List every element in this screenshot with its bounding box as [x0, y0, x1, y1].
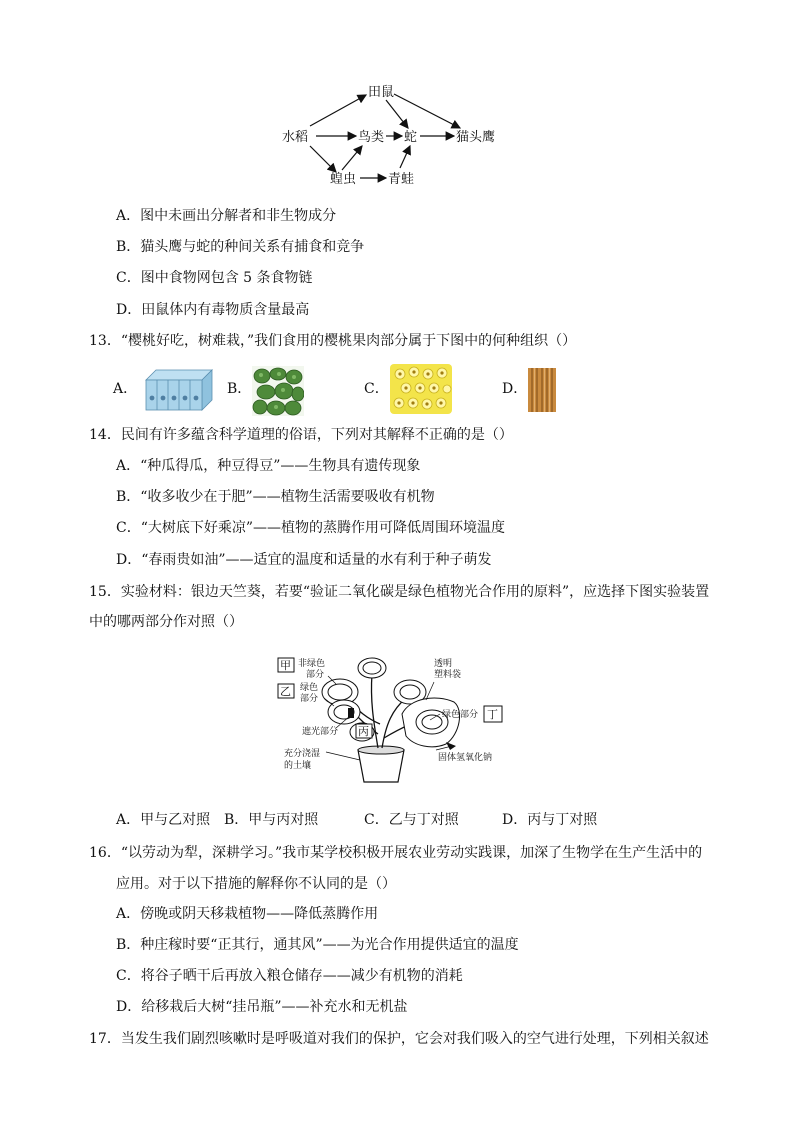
q14-stem: 14．民间有许多蕴含科学道理的俗语，下列对其解释不正确的是（） [89, 427, 513, 443]
arrow-qingwa-she [400, 146, 410, 168]
q14-option-b: B．“收多收少在于肥”——植物生活需要吸收有机物 [116, 489, 435, 505]
leaf-yi [328, 700, 360, 724]
q15-option-c: C．乙与丁对照 [364, 812, 459, 828]
tissue-image-b [252, 366, 304, 416]
label-suliaodai: 塑料袋 [434, 670, 462, 680]
label-ding: 丁 [487, 708, 498, 721]
q14-option-d: D．“春雨贵如油”——适宜的温度和适量的水有利于种子萌发 [116, 552, 492, 568]
node-tianshu: 田鼠 [368, 85, 395, 100]
q16-option-b: B．种庄稼时要“正其行，通其风”——为光合作用提供适宜的温度 [116, 937, 519, 953]
label-deturang: 的土壤 [284, 761, 312, 771]
label-bufen2: 部分 [300, 694, 319, 704]
q15-option-d: D．丙与丁对照 [502, 812, 598, 828]
node-shuidao: 水稻 [282, 130, 309, 145]
q16-stem-line2: 应用。对于以下措施的解释你不认同的是（） [116, 876, 396, 892]
label-chongfen: 充分浇湿 [284, 749, 321, 759]
label-feilvse: 非绿色 [298, 659, 326, 669]
geranium-experiment-figure [274, 654, 506, 784]
label-yi: 乙 [280, 685, 291, 698]
node-qingwa: 青蛙 [388, 172, 415, 187]
q16-option-d: D．给移栽后大树“挂吊瓶”——补充水和无机盐 [116, 999, 408, 1015]
node-maotouying: 猫头鹰 [456, 130, 496, 145]
node-huangchong: 蝗虫 [330, 172, 357, 187]
label-zheguang: 遮光部分 [302, 727, 339, 737]
arrow-shuidao-tianshu [310, 95, 366, 126]
q15-stem-line1: 15．实验材料：银边天竺葵，若要“验证二氧化碳是绿色植物光合作用的原料”，应选择下图实验装置 [89, 584, 710, 600]
tissue-image-d [528, 368, 556, 412]
label-naoh: 固体氢氧化钠 [438, 753, 493, 763]
q13-label-b: B． [227, 381, 252, 397]
q15-option-b: B．甲与丙对照 [224, 812, 319, 828]
arrow-tianshu-she [386, 100, 408, 128]
q12-option-c: C．图中食物网包含 5 条食物链 [116, 270, 313, 286]
node-niaolei: 鸟类 [358, 130, 385, 145]
q15-stem-line2: 中的哪两部分作对照（） [89, 614, 243, 630]
q16-option-c: C．将谷子晒干后再放入粮仓储存——减少有机物的消耗 [116, 968, 463, 984]
q13-label-c: C． [364, 381, 389, 397]
q13-label-a: A． [113, 381, 138, 397]
label-bing: 丙 [358, 725, 369, 738]
q12-option-a: A．图中未画出分解者和非生物成分 [116, 208, 337, 224]
q14-option-a: A．“种瓜得瓜，种豆得豆”——生物具有遗传现象 [116, 458, 421, 474]
node-she: 蛇 [404, 130, 418, 145]
q13-label-d: D． [502, 381, 528, 397]
q12-option-b: B．猫头鹰与蛇的种间关系有捕食和竞争 [116, 239, 365, 255]
label-lvse: 绿色 [300, 683, 319, 693]
q16-option-a: A．傍晚或阴天移栽植物——降低蒸腾作用 [116, 906, 379, 922]
q12-option-d: D．田鼠体内有毒物质含量最高 [116, 302, 310, 318]
food-web-diagram [270, 78, 510, 190]
q14-option-c: C．“大树底下好乘凉”——植物的蒸腾作用可降低周围环境温度 [116, 520, 506, 536]
label-lvsebufen: 绿色部分 [442, 710, 479, 720]
label-bufen1: 部分 [306, 670, 325, 680]
flower-pot [358, 750, 404, 782]
tissue-image-a [142, 368, 214, 412]
q13-stem: 13．“樱桃好吃，树难栽，”我们食用的樱桃果肉部分属于下图中的何种组织（） [89, 333, 577, 349]
q15-option-a: A．甲与乙对照 [116, 812, 211, 828]
arrow-shuidao-huangchong [310, 146, 336, 172]
label-jia: 甲 [280, 659, 291, 672]
q16-stem-line1: 16．“以劳动为犁，深耕学习。”我市某学校积极开展农业劳动实践课，加深了生物学在生产生活中的 [89, 845, 703, 861]
label-touming: 透明 [434, 659, 453, 669]
arrow-huangchong-niaolei [342, 146, 362, 170]
tissue-image-c [390, 364, 452, 414]
q17-stem: 17．当发生我们剧烈咳嗽时是呼吸道对我们的保护，它会对我们吸入的空气进行处理，下列相关叙述 [89, 1031, 709, 1047]
